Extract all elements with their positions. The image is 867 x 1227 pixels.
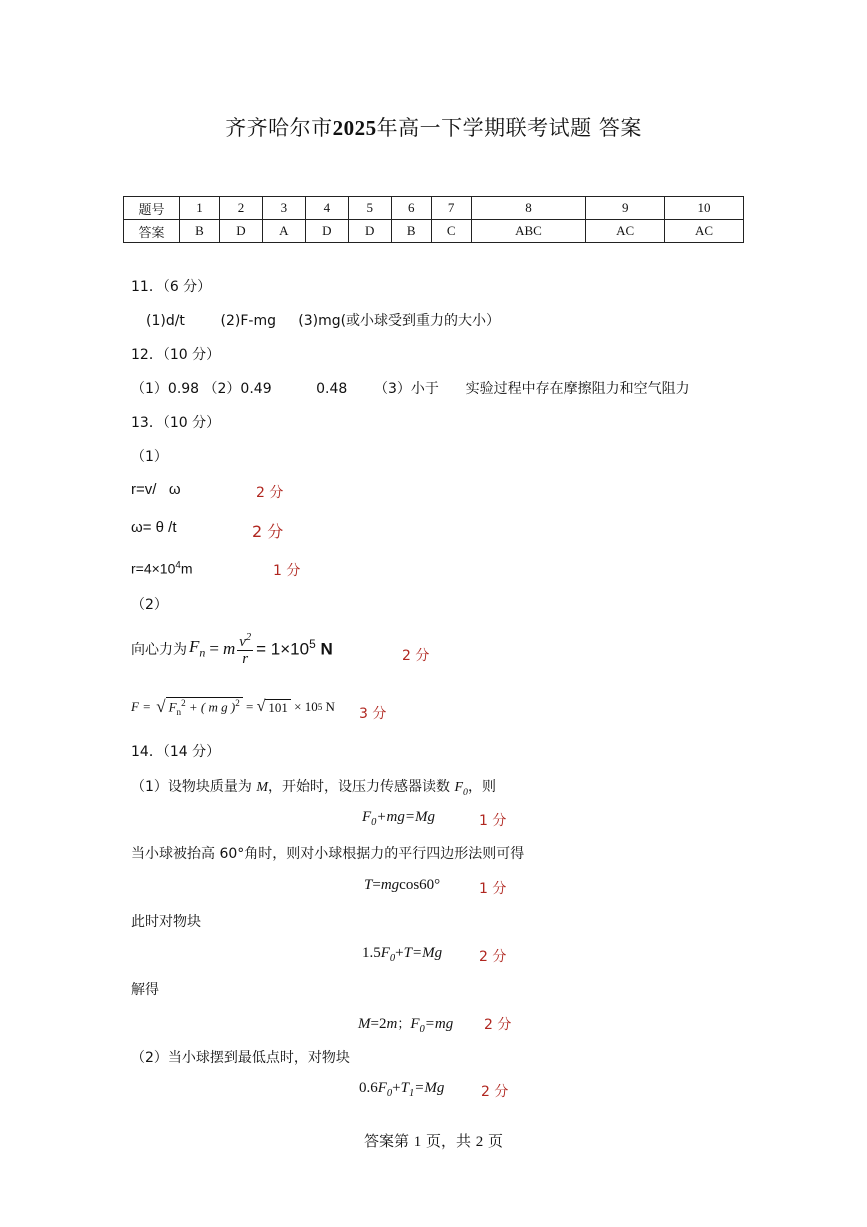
q13-eq5-score: 3 分: [359, 706, 387, 722]
eq4-num-exponent: 2: [245, 632, 252, 643]
q14-line5: （2）当小球摆到最低点时，对物块: [131, 1050, 350, 1066]
q13-eq5: [131, 697, 335, 717]
footer-a: 答案第: [363, 1132, 414, 1150]
eq-m: m: [386, 1016, 398, 1032]
q13-eq4: [131, 630, 333, 667]
eq4-fraction: [237, 630, 253, 667]
eq-F-sub: 0: [386, 1088, 393, 1099]
q14-eq4: [358, 1013, 453, 1035]
q13-part2: （2）: [131, 597, 168, 613]
eq5-lhs: F =: [131, 699, 155, 714]
eq5-radicand-exponent: 2: [181, 698, 186, 709]
table-row-numbers: [124, 197, 744, 220]
answer-table: [123, 196, 744, 243]
row-header-answers: 答案: [124, 220, 180, 243]
q14-eq2-score: 1 分: [479, 881, 507, 897]
q14-eq2: [364, 877, 440, 894]
eq4-lhs: [189, 637, 205, 660]
table-cell: 8: [471, 197, 586, 220]
q13-eq3-score: 1 分: [273, 563, 301, 579]
q14-eq4-score: 2 分: [484, 1017, 512, 1033]
eq-F-sub: 0: [389, 953, 396, 964]
q13-eq1-score: 2 分: [256, 485, 284, 501]
eq-rest: =Mg: [411, 945, 443, 961]
q13-eq1: r=v/ ω: [131, 481, 181, 498]
q14-eq1: [362, 809, 435, 828]
q14-line1-c: ，则: [467, 779, 496, 795]
q14-line1-F-sub: 0: [463, 786, 468, 798]
eq4-denominator: r: [242, 651, 249, 667]
page-title: [0, 112, 867, 142]
q14-eq5-score: 2 分: [481, 1084, 509, 1100]
eq-mg: mg: [380, 877, 400, 893]
eq-T: T: [364, 877, 373, 893]
eq4-num-symbol: v: [239, 634, 246, 650]
q14-line1-a: （1）设物块质量为: [131, 779, 257, 795]
table-cell: A: [262, 220, 305, 243]
table-row-answers: [124, 220, 744, 243]
eq-rest: =Mg: [414, 1080, 445, 1096]
q13-eq2: ω= θ /t: [131, 519, 177, 536]
eq-rest: +mg=Mg: [376, 809, 435, 825]
table-cell: D: [219, 220, 262, 243]
q14-eq3-score: 2 分: [479, 949, 507, 965]
q14-line3: 此时对物块: [131, 914, 201, 930]
q11-answer: (1)d/t (2)F-mg (3)mg(或小球受到重力的大小）: [146, 313, 501, 329]
eq-separator: ；: [397, 1017, 411, 1032]
eq4-rhs-value: = 1×10: [256, 639, 310, 659]
eq4-numerator: [237, 630, 253, 651]
eq-coef: 0.6: [359, 1080, 378, 1096]
eq-F: F: [377, 1080, 387, 1096]
table-cell: 1: [180, 197, 220, 220]
eq5-radicand: [166, 697, 243, 717]
q13-eq4-score: 2 分: [402, 648, 430, 664]
q14-line1-M: M: [256, 780, 269, 795]
table-cell: 10: [665, 197, 744, 220]
eq-F: F: [410, 1016, 420, 1032]
eq-cos: cos60°: [399, 877, 441, 893]
eq-F: F: [380, 945, 390, 961]
eq5-unit: N: [322, 699, 335, 714]
eq4-lhs-symbol: F: [189, 636, 200, 656]
q14-line1: [131, 776, 496, 798]
title-suffix: 年高一下学期联考试题 答案: [376, 116, 642, 140]
table-cell: 4: [305, 197, 348, 220]
table-cell: 5: [348, 197, 391, 220]
table-cell: 3: [262, 197, 305, 220]
eq5-root-value: 101: [265, 699, 291, 716]
footer-page: 1: [413, 1134, 422, 1150]
eq-T: T: [400, 1080, 409, 1096]
eq4-unit: N: [315, 639, 333, 659]
radical-icon: √: [156, 697, 166, 716]
eq3-part-b: m: [180, 560, 193, 577]
eq-M: M: [358, 1016, 371, 1032]
eq4-mass: m: [222, 638, 236, 658]
q14-line4: 解得: [131, 982, 159, 998]
q14-eq3: [362, 945, 442, 964]
eq5-equals: =: [242, 699, 257, 714]
eq5-radicand-subscript: n: [176, 706, 182, 717]
q13-heading: 13．（10 分）: [131, 415, 221, 431]
eq5-rhs-exponent: 5: [317, 702, 323, 712]
eq4-rhs-exponent: 5: [309, 637, 316, 652]
q13-eq3: [131, 560, 193, 577]
table-cell: AC: [665, 220, 744, 243]
table-cell: B: [391, 220, 431, 243]
q14-eq5: [359, 1080, 444, 1099]
eq-rest: =mg: [424, 1016, 454, 1032]
page-footer: [0, 1130, 867, 1151]
table-cell: ABC: [471, 220, 586, 243]
table-cell: 2: [219, 197, 262, 220]
footer-c: 页: [483, 1132, 504, 1150]
eq3-part-a: r=4×10: [131, 560, 176, 577]
eq-coef: 1.5: [362, 945, 381, 961]
table-cell: AC: [586, 220, 665, 243]
eq4-lhs-subscript: n: [199, 645, 206, 660]
q14-eq1-score: 1 分: [479, 813, 507, 829]
table-cell: 9: [586, 197, 665, 220]
eq-T: T: [403, 945, 412, 961]
eq-equals: =: [372, 877, 381, 893]
eq-plus: +: [392, 1080, 401, 1096]
q14-line2: 当小球被抬高 60°角时，则对小球根据力的平行四边形法则可得: [131, 846, 525, 862]
table-cell: 6: [391, 197, 431, 220]
q11-heading: 11．（6 分）: [131, 279, 212, 295]
table-cell: 7: [431, 197, 471, 220]
q13-part1: （1）: [131, 449, 168, 465]
eq5-radicand-tail-exponent: 2: [235, 698, 240, 709]
q12-heading: 12．（10 分）: [131, 347, 221, 363]
eq-F: F: [362, 809, 372, 825]
eq4-label: 向心力为: [131, 641, 187, 658]
title-prefix: 齐齐哈尔市: [225, 116, 333, 140]
footer-b: 页，共: [421, 1132, 476, 1150]
radical-icon: √: [256, 698, 266, 715]
title-year: 2025: [332, 116, 377, 140]
eq4-rhs: [256, 637, 333, 660]
q14-line1-F: F: [454, 780, 464, 795]
row-header-numbers: 题号: [124, 197, 180, 220]
eq-a: =2: [370, 1016, 387, 1032]
eq5-rhs: × 10: [290, 699, 318, 714]
eq-plus: +: [395, 945, 404, 961]
q14-line1-b: ，开始时，设压力传感器读数: [268, 779, 455, 795]
eq4-equals: =: [209, 638, 219, 658]
table-cell: D: [305, 220, 348, 243]
q13-eq2-score: 2 分: [252, 522, 284, 541]
table-cell: C: [431, 220, 471, 243]
eq5-radicand-tail: + ( m g ): [185, 699, 236, 715]
eq-F-sub: 0: [419, 1024, 425, 1035]
eq5-radicand-symbol: F: [168, 699, 177, 715]
table-cell: B: [180, 220, 220, 243]
eq-T-sub: 1: [408, 1088, 415, 1099]
table-cell: D: [348, 220, 391, 243]
q12-answer: （1）0.98 （2）0.49 0.48 （3）小于 实验过程中存在摩擦阻力和空气阻力: [131, 381, 690, 397]
q14-heading: 14．（14 分）: [131, 744, 221, 760]
eq-F-sub: 0: [371, 817, 377, 828]
footer-total: 2: [475, 1134, 484, 1150]
eq3-exponent: 4: [175, 560, 181, 571]
